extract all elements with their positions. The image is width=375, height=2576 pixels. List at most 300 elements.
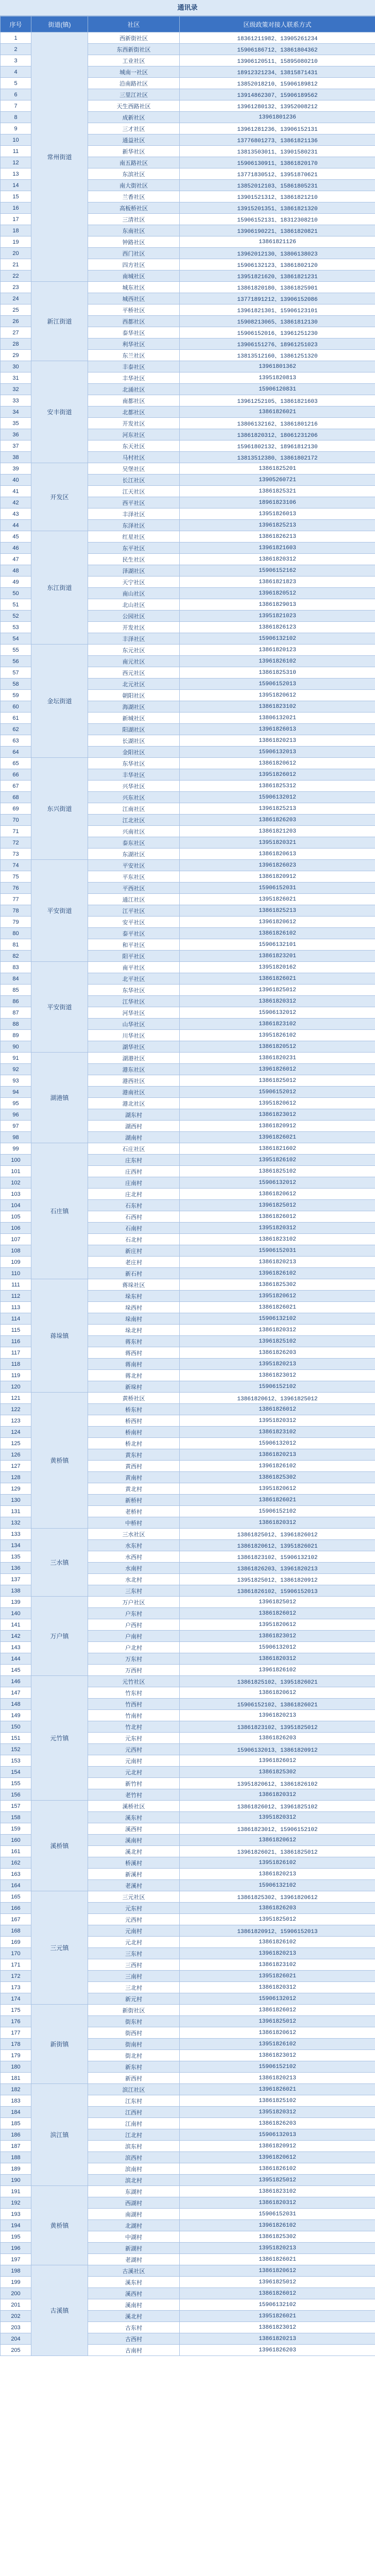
community-cell: 成新社区 bbox=[88, 112, 180, 123]
community-cell: 桥溪村 bbox=[88, 1857, 180, 1869]
row-index: 6 bbox=[1, 89, 31, 100]
phone-cell: 13813512380、13861802172 bbox=[180, 452, 375, 463]
phone-cell: 13861820612、13951826021 bbox=[180, 1540, 375, 1551]
row-index: 24 bbox=[1, 293, 31, 304]
community-cell: 通益社区 bbox=[88, 134, 180, 146]
row-index: 118 bbox=[1, 1359, 31, 1370]
community-cell: 西门社区 bbox=[88, 248, 180, 259]
phone-cell: 13861820312 bbox=[180, 996, 375, 1007]
row-index: 149 bbox=[1, 1710, 31, 1721]
header-row bbox=[1, 16, 375, 32]
row-index: 181 bbox=[1, 2073, 31, 2084]
table-row bbox=[1, 1891, 375, 1903]
row-index: 176 bbox=[1, 2016, 31, 2027]
row-index: 155 bbox=[1, 1778, 31, 1789]
community-cell: 三北村 bbox=[88, 1982, 180, 1993]
row-index: 102 bbox=[1, 1177, 31, 1189]
phone-cell: 18361211982、13905261234 bbox=[180, 32, 375, 44]
community-cell: 新湖村 bbox=[88, 2243, 180, 2254]
town-cell: 蒋垛镇 bbox=[31, 1279, 88, 1393]
community-cell: 元东村 bbox=[88, 1903, 180, 1914]
community-cell: 老桥村 bbox=[88, 1506, 180, 1517]
community-cell: 庄南村 bbox=[88, 1177, 180, 1189]
community-cell: 三清社区 bbox=[88, 214, 180, 225]
header-community: 社区 bbox=[88, 16, 180, 32]
row-index: 80 bbox=[1, 928, 31, 939]
row-index: 17 bbox=[1, 214, 31, 225]
community-cell: 桥东村 bbox=[88, 1404, 180, 1415]
row-index: 134 bbox=[1, 1540, 31, 1551]
community-cell: 石庄社区 bbox=[88, 1143, 180, 1155]
phone-cell: 13951820312 bbox=[180, 1223, 375, 1234]
phone-cell: 13861826012 bbox=[180, 2288, 375, 2299]
phone-cell: 13961826203 bbox=[180, 2345, 375, 2356]
community-cell: 竹南村 bbox=[88, 1710, 180, 1721]
phone-cell: 13861826203 bbox=[180, 1733, 375, 1744]
row-index: 95 bbox=[1, 1098, 31, 1109]
phone-cell: 15908213065、13861812130 bbox=[180, 316, 375, 327]
row-index: 199 bbox=[1, 2277, 31, 2288]
row-index: 12 bbox=[1, 157, 31, 168]
row-index: 117 bbox=[1, 1347, 31, 1359]
row-index: 76 bbox=[1, 883, 31, 894]
community-cell: 万户社区 bbox=[88, 1597, 180, 1608]
phone-cell: 15906152102 bbox=[180, 1381, 375, 1393]
row-index: 97 bbox=[1, 1121, 31, 1132]
row-index: 2 bbox=[1, 44, 31, 55]
phone-cell: 15906132013 bbox=[180, 747, 375, 758]
community-cell: 老湖村 bbox=[88, 2254, 180, 2265]
row-index: 201 bbox=[1, 2299, 31, 2311]
phone-cell: 13906120511、15895080210 bbox=[180, 55, 375, 66]
row-index: 69 bbox=[1, 803, 31, 815]
community-cell: 溪东村 bbox=[88, 1812, 180, 1823]
community-cell: 水北村 bbox=[88, 1574, 180, 1585]
row-index: 127 bbox=[1, 1461, 31, 1472]
phone-cell: 13951820213 bbox=[180, 2243, 375, 2254]
community-cell: 港东社区 bbox=[88, 1064, 180, 1075]
community-cell: 泰平社区 bbox=[88, 928, 180, 939]
row-index: 65 bbox=[1, 758, 31, 769]
phone-cell: 13861823102 bbox=[180, 1427, 375, 1438]
phone-cell: 13861820213 bbox=[180, 2333, 375, 2345]
row-index: 52 bbox=[1, 611, 31, 622]
phone-cell: 13861826203 bbox=[180, 815, 375, 826]
row-index: 43 bbox=[1, 509, 31, 520]
row-index: 198 bbox=[1, 2265, 31, 2277]
row-index: 170 bbox=[1, 1948, 31, 1959]
row-index: 73 bbox=[1, 849, 31, 860]
row-index: 93 bbox=[1, 1075, 31, 1087]
row-index: 175 bbox=[1, 2005, 31, 2016]
phone-cell: 13771830512、13951870621 bbox=[180, 168, 375, 180]
phone-cell: 13961826102 bbox=[180, 1268, 375, 1279]
phone-cell: 13961826102 bbox=[180, 1665, 375, 1676]
community-cell: 天生西路社区 bbox=[88, 100, 180, 112]
row-index: 145 bbox=[1, 1665, 31, 1676]
community-cell: 滨东村 bbox=[88, 2141, 180, 2152]
row-index: 20 bbox=[1, 248, 31, 259]
phone-cell: 13951820213 bbox=[180, 1359, 375, 1370]
phone-cell: 13861825302 bbox=[180, 1279, 375, 1291]
row-index: 147 bbox=[1, 1687, 31, 1699]
community-cell: 水西村 bbox=[88, 1551, 180, 1563]
community-cell: 蒋垛社区 bbox=[88, 1279, 180, 1291]
phone-cell: 13861821203 bbox=[180, 826, 375, 837]
community-cell: 江北村 bbox=[88, 2129, 180, 2141]
phone-cell: 13961826021、13861825012 bbox=[180, 1846, 375, 1857]
community-cell: 庄西村 bbox=[88, 1166, 180, 1177]
community-cell: 钟路社区 bbox=[88, 236, 180, 248]
community-cell: 元西村 bbox=[88, 1914, 180, 1925]
phone-cell: 13852018210、15906189812 bbox=[180, 78, 375, 89]
row-index: 128 bbox=[1, 1472, 31, 1483]
row-index: 37 bbox=[1, 440, 31, 452]
community-cell: 高板桥社区 bbox=[88, 202, 180, 214]
phone-cell: 13961801362 bbox=[180, 361, 375, 372]
community-cell: 三西村 bbox=[88, 1959, 180, 1971]
community-cell: 中桥村 bbox=[88, 1517, 180, 1529]
community-cell: 桥西村 bbox=[88, 1415, 180, 1427]
phone-cell: 15906132102 bbox=[180, 2299, 375, 2311]
community-cell: 城东社区 bbox=[88, 282, 180, 293]
phone-cell: 13813512160、13861251320 bbox=[180, 350, 375, 361]
phone-cell: 13861820213 bbox=[180, 1449, 375, 1461]
phone-cell: 13861829013 bbox=[180, 599, 375, 611]
phone-cell: 13861826021 bbox=[180, 1495, 375, 1506]
community-cell: 老竹村 bbox=[88, 1789, 180, 1801]
community-cell: 阳湖社区 bbox=[88, 724, 180, 735]
row-index: 56 bbox=[1, 656, 31, 667]
phone-cell: 13961821603 bbox=[180, 543, 375, 554]
row-index: 157 bbox=[1, 1801, 31, 1812]
phone-cell: 13861826021 bbox=[180, 973, 375, 985]
row-index: 3 bbox=[1, 55, 31, 66]
row-index: 62 bbox=[1, 724, 31, 735]
row-index: 90 bbox=[1, 1041, 31, 1053]
row-index: 14 bbox=[1, 180, 31, 191]
community-cell: 东湖社区 bbox=[88, 849, 180, 860]
row-index: 196 bbox=[1, 2243, 31, 2254]
table-row bbox=[1, 2084, 375, 2095]
row-index: 111 bbox=[1, 1279, 31, 1291]
phone-cell: 13861820612 bbox=[180, 1189, 375, 1200]
row-index: 103 bbox=[1, 1189, 31, 1200]
community-cell: 南平社区 bbox=[88, 962, 180, 973]
phone-cell: 13951825012、13861820912 bbox=[180, 1574, 375, 1585]
phone-cell: 13861820312 bbox=[180, 554, 375, 565]
phone-cell: 13951821023 bbox=[180, 611, 375, 622]
community-cell: 竹东村 bbox=[88, 1687, 180, 1699]
table-row bbox=[1, 1393, 375, 1404]
community-cell: 兴南社区 bbox=[88, 826, 180, 837]
row-index: 84 bbox=[1, 973, 31, 985]
town-cell: 东兴街道 bbox=[31, 758, 88, 860]
phone-cell: 13861820180、13861825901 bbox=[180, 282, 375, 293]
phone-cell: 13951826021 bbox=[180, 1971, 375, 1982]
community-cell: 港南社区 bbox=[88, 1087, 180, 1098]
row-index: 82 bbox=[1, 951, 31, 962]
phone-cell: 13861823012、15906152102 bbox=[180, 1823, 375, 1835]
sheet-title: 通讯录 bbox=[0, 0, 375, 16]
community-cell: 开发社区 bbox=[88, 622, 180, 633]
phone-cell: 13861826012 bbox=[180, 2005, 375, 2016]
community-cell: 黄东村 bbox=[88, 1449, 180, 1461]
table-row bbox=[1, 282, 375, 293]
community-cell: 河华社区 bbox=[88, 1007, 180, 1019]
community-cell: 和平社区 bbox=[88, 939, 180, 951]
phone-cell: 13961825012 bbox=[180, 2016, 375, 2027]
table-row bbox=[1, 1143, 375, 1155]
community-cell: 长江社区 bbox=[88, 474, 180, 486]
phone-cell: 13861820213 bbox=[180, 1257, 375, 1268]
community-cell: 石东村 bbox=[88, 1200, 180, 1211]
community-cell: 江北社区 bbox=[88, 815, 180, 826]
phone-cell: 15906152102、13861826021 bbox=[180, 1699, 375, 1710]
phone-cell: 15906152013 bbox=[180, 679, 375, 690]
phone-cell: 13951820312 bbox=[180, 1415, 375, 1427]
community-cell: 滨西村 bbox=[88, 2152, 180, 2163]
community-cell: 垛东村 bbox=[88, 1291, 180, 1302]
row-index: 177 bbox=[1, 2027, 31, 2039]
phone-cell: 13961826102 bbox=[180, 656, 375, 667]
table-row bbox=[1, 1597, 375, 1608]
community-cell: 西湖村 bbox=[88, 2197, 180, 2209]
row-index: 112 bbox=[1, 1291, 31, 1302]
row-index: 204 bbox=[1, 2333, 31, 2345]
row-index: 86 bbox=[1, 996, 31, 1007]
row-index: 41 bbox=[1, 486, 31, 497]
community-cell: 三水社区 bbox=[88, 1529, 180, 1540]
phone-cell: 13961825012 bbox=[180, 985, 375, 996]
row-index: 153 bbox=[1, 1755, 31, 1767]
community-cell: 新溪村 bbox=[88, 1869, 180, 1880]
community-cell: 滨南村 bbox=[88, 2163, 180, 2175]
community-cell: 新城社区 bbox=[88, 713, 180, 724]
community-cell: 湖西村 bbox=[88, 1121, 180, 1132]
community-cell: 新桥村 bbox=[88, 1495, 180, 1506]
community-cell: 港北社区 bbox=[88, 1098, 180, 1109]
community-cell: 新竹村 bbox=[88, 1778, 180, 1789]
community-cell: 滨江社区 bbox=[88, 2084, 180, 2095]
phone-cell: 15906152031 bbox=[180, 2209, 375, 2220]
row-index: 13 bbox=[1, 168, 31, 180]
phone-cell: 13951825012 bbox=[180, 1914, 375, 1925]
community-cell: 街北村 bbox=[88, 2050, 180, 2061]
row-index: 18 bbox=[1, 225, 31, 236]
phone-cell: 13861821602 bbox=[180, 1143, 375, 1155]
row-index: 58 bbox=[1, 679, 31, 690]
phone-cell: 13861826012 bbox=[180, 1404, 375, 1415]
phone-cell: 13861823102 bbox=[180, 1234, 375, 1245]
phone-cell: 15906120831 bbox=[180, 384, 375, 395]
row-index: 66 bbox=[1, 769, 31, 781]
row-index: 89 bbox=[1, 1030, 31, 1041]
row-index: 94 bbox=[1, 1087, 31, 1098]
community-cell: 丰泽社区 bbox=[88, 509, 180, 520]
row-index: 182 bbox=[1, 2084, 31, 2095]
row-index: 39 bbox=[1, 463, 31, 474]
community-cell: 城南一社区 bbox=[88, 66, 180, 78]
community-cell: 户南村 bbox=[88, 1631, 180, 1642]
community-cell: 红星社区 bbox=[88, 531, 180, 543]
community-cell: 民生社区 bbox=[88, 554, 180, 565]
row-index: 144 bbox=[1, 1653, 31, 1665]
community-cell: 蒋南村 bbox=[88, 1359, 180, 1370]
phone-cell: 13771891212、13906152086 bbox=[180, 293, 375, 304]
community-cell: 利华社区 bbox=[88, 338, 180, 350]
phone-cell: 13951820612 bbox=[180, 690, 375, 701]
community-cell: 湖华社区 bbox=[88, 1041, 180, 1053]
community-cell: 东西新街社区 bbox=[88, 44, 180, 55]
community-cell: 三才社区 bbox=[88, 123, 180, 134]
community-cell: 溪桥社区 bbox=[88, 1801, 180, 1812]
community-cell: 平桥社区 bbox=[88, 304, 180, 316]
community-cell: 北山社区 bbox=[88, 599, 180, 611]
town-cell: 安丰街道 bbox=[31, 361, 88, 463]
row-index: 40 bbox=[1, 474, 31, 486]
phone-cell: 13861825321 bbox=[180, 486, 375, 497]
community-cell: 水东村 bbox=[88, 1540, 180, 1551]
town-cell: 金坛街道 bbox=[31, 645, 88, 758]
community-cell: 南五路社区 bbox=[88, 157, 180, 168]
town-cell: 湖港镇 bbox=[31, 1053, 88, 1143]
community-cell: 东湖村 bbox=[88, 2186, 180, 2197]
phone-cell: 13951820612 bbox=[180, 1619, 375, 1631]
phone-cell: 13861823012 bbox=[180, 2050, 375, 2061]
row-index: 138 bbox=[1, 1585, 31, 1597]
table-row bbox=[1, 1053, 375, 1064]
row-index: 49 bbox=[1, 577, 31, 588]
table-row bbox=[1, 2005, 375, 2016]
community-cell: 兴东社区 bbox=[88, 792, 180, 803]
community-cell: 户北村 bbox=[88, 1642, 180, 1653]
row-index: 185 bbox=[1, 2118, 31, 2129]
community-cell: 金阳社区 bbox=[88, 747, 180, 758]
row-index: 83 bbox=[1, 962, 31, 973]
phone-cell: 13861820312 bbox=[180, 1517, 375, 1529]
phone-cell: 13861820612 bbox=[180, 758, 375, 769]
community-cell: 街西村 bbox=[88, 2027, 180, 2039]
row-index: 109 bbox=[1, 1257, 31, 1268]
phone-cell: 13861820912 bbox=[180, 871, 375, 883]
community-cell: 滨北村 bbox=[88, 2175, 180, 2186]
phone-cell: 15906152131、18312308210 bbox=[180, 214, 375, 225]
row-index: 200 bbox=[1, 2288, 31, 2299]
phone-cell: 13861825012、13961826012 bbox=[180, 1529, 375, 1540]
row-index: 197 bbox=[1, 2254, 31, 2265]
row-index: 132 bbox=[1, 1517, 31, 1529]
phone-cell: 13861820312 bbox=[180, 1325, 375, 1336]
phone-cell: 18912321234、13815871431 bbox=[180, 66, 375, 78]
phone-cell: 13962012130、13806138023 bbox=[180, 248, 375, 259]
table-row bbox=[1, 645, 375, 656]
phone-cell: 15906132101 bbox=[180, 939, 375, 951]
phone-cell: 15906152162 bbox=[180, 565, 375, 577]
row-index: 163 bbox=[1, 1869, 31, 1880]
phone-cell: 13861825102、13951826021 bbox=[180, 1676, 375, 1687]
row-index: 154 bbox=[1, 1767, 31, 1778]
phone-cell: 13861821823 bbox=[180, 577, 375, 588]
row-index: 167 bbox=[1, 1914, 31, 1925]
community-cell: 江南村 bbox=[88, 2118, 180, 2129]
table-row bbox=[1, 32, 375, 44]
row-index: 172 bbox=[1, 1971, 31, 1982]
phone-cell: 13813503011、13901580231 bbox=[180, 146, 375, 157]
phone-cell: 13951820162 bbox=[180, 962, 375, 973]
row-index: 60 bbox=[1, 701, 31, 713]
community-cell: 溪南村 bbox=[88, 1835, 180, 1846]
row-index: 30 bbox=[1, 361, 31, 372]
community-cell: 东兰社区 bbox=[88, 350, 180, 361]
phone-cell: 15906132012 bbox=[180, 1007, 375, 1019]
phone-cell: 13901521312、13861821210 bbox=[180, 191, 375, 202]
phone-cell: 13905260721 bbox=[180, 474, 375, 486]
row-index: 146 bbox=[1, 1676, 31, 1687]
row-index: 50 bbox=[1, 588, 31, 599]
row-index: 107 bbox=[1, 1234, 31, 1245]
row-index: 110 bbox=[1, 1268, 31, 1279]
community-cell: 丰华社区 bbox=[88, 372, 180, 384]
phone-cell: 13861826012 bbox=[180, 1608, 375, 1619]
row-index: 169 bbox=[1, 1937, 31, 1948]
row-index: 179 bbox=[1, 2050, 31, 2061]
community-cell: 新西村 bbox=[88, 2073, 180, 2084]
row-index: 183 bbox=[1, 2095, 31, 2107]
row-index: 91 bbox=[1, 1053, 31, 1064]
table-row bbox=[1, 2265, 375, 2277]
phone-cell: 13951821620、13861821231 bbox=[180, 270, 375, 282]
row-index: 129 bbox=[1, 1483, 31, 1495]
town-cell: 石庄镇 bbox=[31, 1143, 88, 1279]
row-index: 120 bbox=[1, 1381, 31, 1393]
phone-cell: 13861823102 bbox=[180, 701, 375, 713]
community-cell: 湖港社区 bbox=[88, 1053, 180, 1064]
town-cell: 黄桥镇 bbox=[31, 2186, 88, 2265]
row-index: 9 bbox=[1, 123, 31, 134]
row-index: 114 bbox=[1, 1313, 31, 1325]
community-cell: 溪东村 bbox=[88, 2277, 180, 2288]
phone-cell: 13951820813 bbox=[180, 372, 375, 384]
header-index: 序号 bbox=[1, 16, 31, 32]
community-cell: 西元社区 bbox=[88, 667, 180, 679]
phone-cell: 13861826012、13961825102 bbox=[180, 1801, 375, 1812]
row-index: 160 bbox=[1, 1835, 31, 1846]
phone-cell: 13861820123 bbox=[180, 645, 375, 656]
community-cell: 新垛村 bbox=[88, 1381, 180, 1393]
row-index: 78 bbox=[1, 905, 31, 917]
community-cell: 工业社区 bbox=[88, 55, 180, 66]
row-index: 150 bbox=[1, 1721, 31, 1733]
phone-cell: 13915201351、13861821320 bbox=[180, 202, 375, 214]
town-cell: 新街镇 bbox=[31, 2005, 88, 2084]
phone-cell: 13861826203 bbox=[180, 1903, 375, 1914]
community-cell: 万东村 bbox=[88, 1653, 180, 1665]
row-index: 121 bbox=[1, 1393, 31, 1404]
row-index: 63 bbox=[1, 735, 31, 747]
community-cell: 安平社区 bbox=[88, 917, 180, 928]
community-cell: 阳平社区 bbox=[88, 951, 180, 962]
phone-cell: 15906132012 bbox=[180, 792, 375, 803]
community-cell: 朝阳社区 bbox=[88, 690, 180, 701]
community-cell: 溪北村 bbox=[88, 1846, 180, 1857]
phone-cell: 13861820912 bbox=[180, 1121, 375, 1132]
community-cell: 水南村 bbox=[88, 1563, 180, 1574]
community-cell: 石南村 bbox=[88, 1223, 180, 1234]
row-index: 59 bbox=[1, 690, 31, 701]
community-cell: 垛北村 bbox=[88, 1325, 180, 1336]
phone-cell: 13951820312 bbox=[180, 2107, 375, 2118]
